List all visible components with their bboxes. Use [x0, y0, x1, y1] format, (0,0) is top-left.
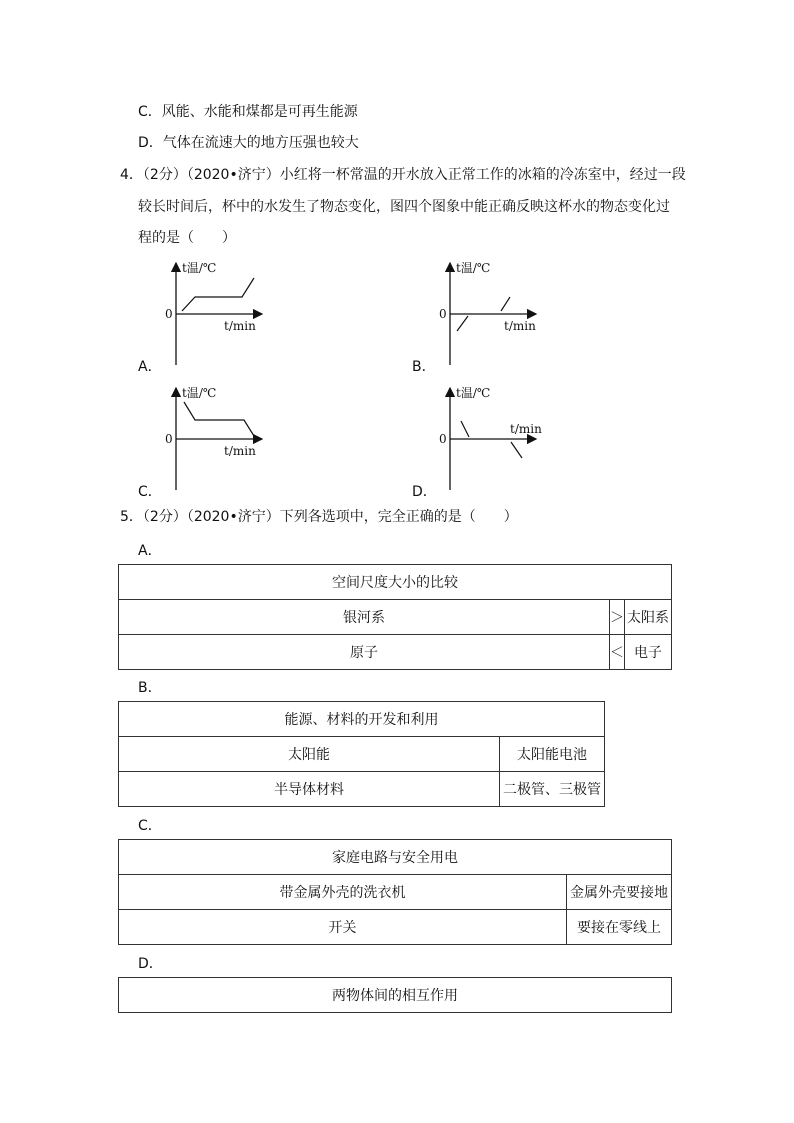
- graph-d-curve-high: [461, 421, 469, 437]
- graph-d: [424, 380, 564, 495]
- graph-d-zero: 0: [439, 432, 447, 446]
- table-a-row1-right: 太阳系: [625, 600, 672, 635]
- table-c-row2-right: 要接在零线上: [567, 910, 672, 945]
- q4-stem-line3: 程的是（ ）: [138, 230, 236, 246]
- graph-a-y-label: t温/℃: [182, 261, 217, 275]
- graph-b-zero: 0: [439, 307, 447, 321]
- table-c-row2-left: 开关: [119, 910, 567, 945]
- graph-b-y-label: t温/℃: [456, 261, 491, 275]
- table-a-row2-mid: ＜: [610, 635, 625, 670]
- q4-option-c-label: C．: [138, 484, 162, 500]
- q5-option-c-label: C．: [138, 818, 162, 834]
- q4-option-a-label: A．: [138, 359, 162, 375]
- table-a: [118, 564, 672, 670]
- table-b: [118, 701, 605, 807]
- table-d-title: 两物体间的相互作用: [119, 978, 672, 1013]
- graph-a: [150, 255, 290, 370]
- q5-stem: 5．（2分）（2020•济宁）下列各选项中，完全正确的是（ ）: [120, 509, 518, 525]
- q4-stem-line2: 较长时间后，杯中的水发生了物态变化，图四个图象中能正确反映这杯水的物态变化过: [138, 199, 670, 215]
- graph-d-x-label: t/min: [510, 422, 542, 436]
- graph-d-curve-low: [511, 442, 522, 458]
- table-c: [118, 839, 672, 945]
- graph-b: [424, 255, 564, 370]
- graph-a-zero: 0: [165, 307, 173, 321]
- table-b-row2-left: 半导体材料: [119, 772, 500, 807]
- table-c-title: 家庭电路与安全用电: [119, 840, 672, 875]
- graph-c-x-label: t/min: [224, 444, 256, 458]
- graph-c-curve: [184, 402, 254, 436]
- graph-c-y-label: t温/℃: [182, 386, 217, 400]
- table-a-row1-mid: ＞: [610, 600, 625, 635]
- table-b-row1-right: 太阳能电池: [500, 737, 605, 772]
- q3-option-d: D．气体在流速大的地方压强也较大: [138, 135, 359, 151]
- q5-option-d-label: D．: [138, 956, 163, 972]
- table-c-row1-left: 带金属外壳的洗衣机: [119, 875, 567, 910]
- graph-b-x-label: t/min: [504, 319, 536, 333]
- q4-option-d-label: D．: [412, 484, 437, 500]
- graph-c-zero: 0: [165, 432, 173, 446]
- table-d: [118, 977, 672, 1013]
- graph-c: [150, 380, 290, 495]
- table-a-row2-left: 原子: [119, 635, 610, 670]
- q4-stem-line1: 4．（2分）（2020•济宁）小红将一杯常温的开水放入正常工作的冰箱的冷冻室中，经过一段: [120, 167, 686, 183]
- table-a-row2-right: 电子: [625, 635, 672, 670]
- graph-a-curve: [182, 278, 254, 311]
- table-a-row1-left: 银河系: [119, 600, 610, 635]
- q5-option-a-label: A．: [138, 543, 162, 559]
- graph-d-y-label: t温/℃: [456, 386, 491, 400]
- table-a-title: 空间尺度大小的比较: [119, 565, 672, 600]
- graph-a-x-label: t/min: [224, 319, 256, 333]
- q4-option-b-label: B．: [412, 359, 436, 375]
- graph-b-curve-low: [457, 316, 468, 331]
- graph-b-curve-high: [501, 297, 510, 311]
- q3-option-c: C．风能、水能和煤都是可再生能源: [138, 104, 358, 120]
- table-b-row1-left: 太阳能: [119, 737, 500, 772]
- q5-option-b-label: B．: [138, 680, 162, 696]
- table-b-row2-right: 二极管、三极管: [500, 772, 605, 807]
- table-c-row1-right: 金属外壳要接地: [567, 875, 672, 910]
- table-b-title: 能源、材料的开发和利用: [119, 702, 605, 737]
